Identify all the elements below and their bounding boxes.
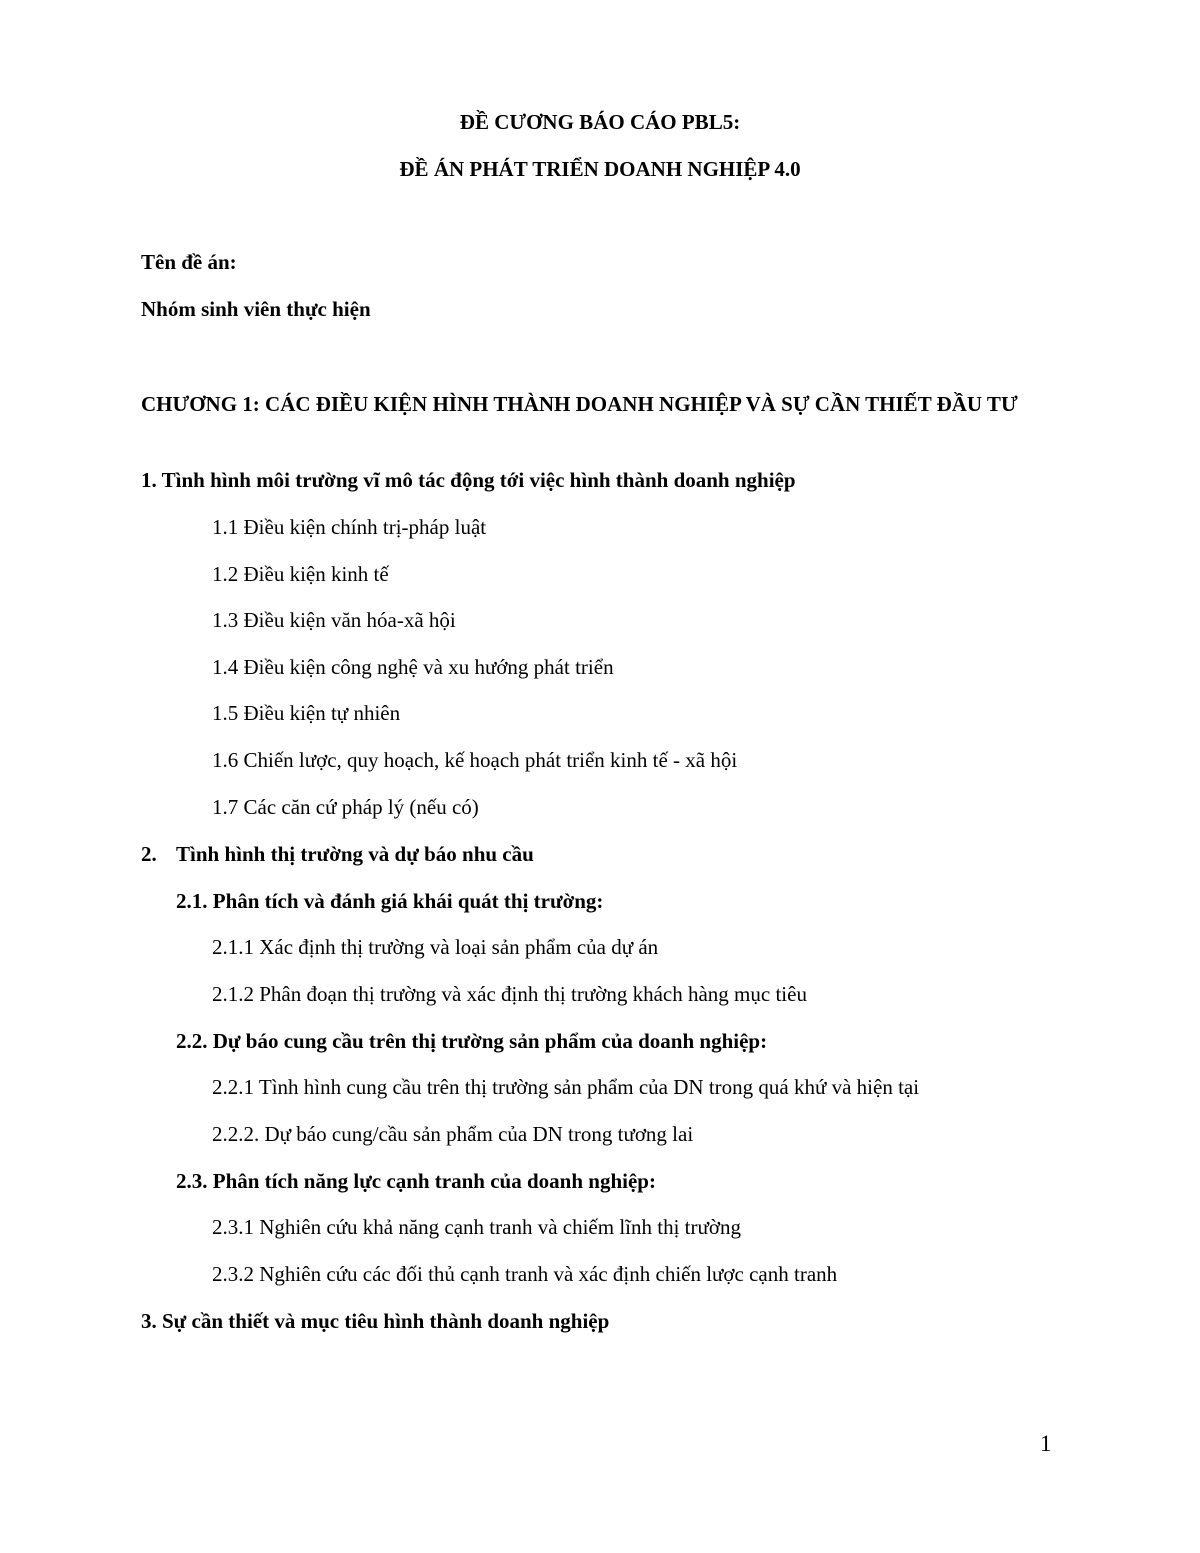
list-item: 1.2 Điều kiện kinh tế	[212, 562, 389, 586]
document-title: ĐỀ CƯƠNG BÁO CÁO PBL5:	[459, 110, 741, 134]
list-item: 2.2.2. Dự báo cung/cầu sản phẩm của DN trong tương lai	[212, 1122, 694, 1146]
document-subtitle: ĐỀ ÁN PHÁT TRIỂN DOANH NGHIỆP 4.0	[399, 157, 801, 181]
section-2-title: Tình hình thị trường và dự báo nhu cầu	[176, 842, 534, 866]
section-2-heading	[141, 841, 534, 867]
page-number: 1	[1040, 1431, 1052, 1456]
section-2-number: 2.	[141, 842, 157, 866]
subsection-2-2-heading: 2.2. Dự báo cung cầu trên thị trường sản phẩm của doanh nghiệp:	[176, 1029, 768, 1053]
list-item: 2.3.2 Nghiên cứu các đối thủ cạnh tranh và xác định chiến lược cạnh tranh	[212, 1262, 838, 1286]
student-group-label: Nhóm sinh viên thực hiện	[141, 297, 371, 321]
list-item: 1.1 Điều kiện chính trị-pháp luật	[212, 515, 487, 539]
list-item: 1.5 Điều kiện tự nhiên	[212, 701, 401, 725]
list-item: 2.3.1 Nghiên cứu khả năng cạnh tranh và chiếm lĩnh thị trường	[212, 1215, 741, 1239]
list-item: 1.3 Điều kiện văn hóa-xã hội	[212, 608, 456, 632]
subsection-2-1-heading: 2.1. Phân tích và đánh giá khái quát thị trường:	[176, 889, 604, 913]
list-item: 2.2.1 Tình hình cung cầu trên thị trường sản phẩm của DN trong quá khứ và hiện tại	[212, 1075, 920, 1099]
section-3-heading: 3. Sự cần thiết và mục tiêu hình thành doanh nghiệp	[141, 1309, 610, 1333]
project-name-label: Tên đề án:	[141, 250, 237, 274]
list-item: 1.6 Chiến lược, quy hoạch, kế hoạch phát triển kinh tế - xã hội	[212, 748, 738, 772]
subsection-2-3-heading: 2.3. Phân tích năng lực cạnh tranh của doanh nghiệp:	[176, 1169, 656, 1193]
list-item: 1.7 Các căn cứ pháp lý (nếu có)	[212, 795, 479, 819]
section-1-heading: 1. Tình hình môi trường vĩ mô tác động tới việc hình thành doanh nghiệp	[141, 468, 796, 492]
list-item: 2.1.1 Xác định thị trường và loại sản phẩm của dự án	[212, 935, 659, 959]
list-item: 2.1.2 Phân đoạn thị trường và xác định thị trường khách hàng mục tiêu	[212, 982, 807, 1006]
chapter-1-heading: CHƯƠNG 1: CÁC ĐIỀU KIỆN HÌNH THÀNH DOANH NGHIỆP VÀ SỰ CẦN THIẾT ĐẦU TƯ	[141, 392, 1018, 416]
list-item: 1.4 Điều kiện công nghệ và xu hướng phát triển	[212, 655, 614, 679]
